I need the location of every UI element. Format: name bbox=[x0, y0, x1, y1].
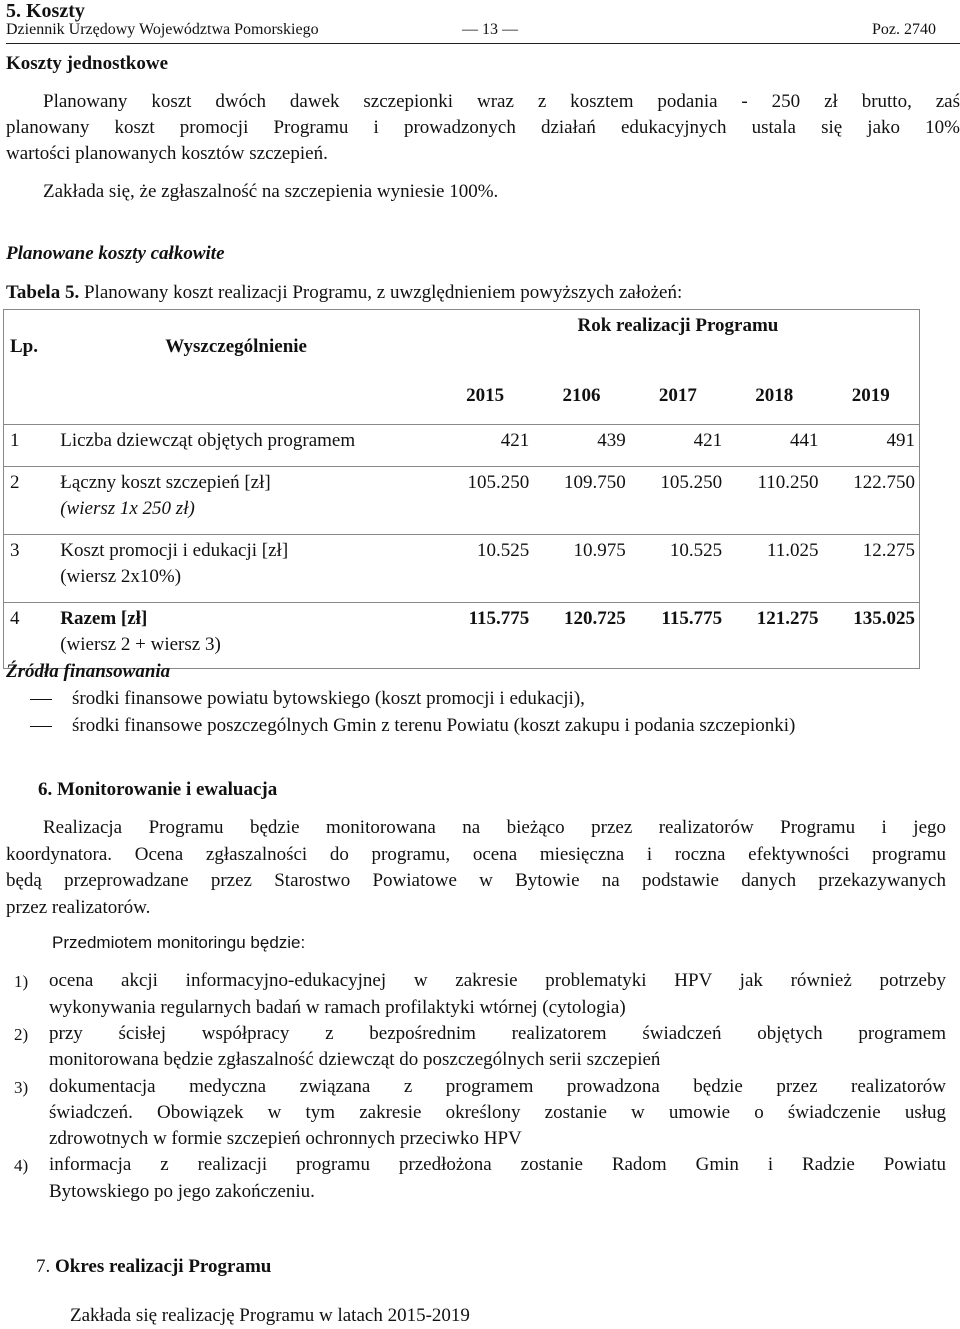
row-value: 105.250 bbox=[630, 467, 726, 535]
table-row bbox=[4, 603, 920, 669]
year-header: 2106 bbox=[562, 384, 601, 406]
list-item-line: informacja z realizacji programu przedłożona zostanie Radom Gmin i Radzie Powiatu bbox=[49, 1154, 946, 1175]
row-value: 115.775 bbox=[630, 603, 726, 669]
row-value: 135.025 bbox=[823, 603, 920, 669]
unit-costs-line: planowany koszt promocji Programu i prowadzonych działań edukacyjnych ustala się jako 10% bbox=[6, 117, 960, 138]
funding-item bbox=[30, 715, 795, 737]
row-value: 421 bbox=[437, 425, 533, 467]
header-divider bbox=[6, 43, 960, 44]
row-lp: 1 bbox=[4, 425, 61, 467]
row-value: 491 bbox=[823, 425, 920, 467]
col-desc-header: Wyszczególnienie bbox=[60, 310, 437, 425]
table-header-row bbox=[4, 310, 920, 385]
funding-item-text: środki finansowe poszczególnych Gmin z terenu Powiatu (koszt zakupu i podania szczepionki) bbox=[72, 715, 796, 736]
period-text: Zakłada się realizację Programu w latach 2015-2019 bbox=[70, 1305, 470, 1326]
monitoring-line: koordynatora. Ocena zgłaszalności do programu, ocena miesięczna i roczna efektywności programu bbox=[6, 844, 946, 865]
row-value: 441 bbox=[726, 425, 822, 467]
row-desc: Razem [zł] bbox=[60, 608, 148, 629]
cost-table bbox=[3, 309, 920, 669]
section-heading: 5. Koszty bbox=[6, 0, 85, 22]
list-number: 3) bbox=[14, 1078, 29, 1097]
row-lp: 2 bbox=[4, 467, 61, 535]
monitoring-line: przez realizatorów. bbox=[6, 897, 151, 918]
funding-item bbox=[30, 688, 585, 710]
list-item-line: ocena akcji informacyjno-edukacyjnej w zakresie problematyki HPV jak również potrzeby bbox=[49, 970, 946, 991]
monitoring-line: będą przeprowadzane przez Starostwo Powiatowe w Bytowie na podstawie danych przekazywanych bbox=[6, 870, 946, 891]
list-item-line: monitorowana będzie zgłaszalność dziewcząt do poszczególnych serii szczepień bbox=[49, 1049, 661, 1070]
table-row bbox=[4, 535, 920, 603]
row-value: 10.975 bbox=[533, 535, 629, 603]
row-desc-cell bbox=[60, 535, 437, 603]
row-value: 11.025 bbox=[726, 535, 822, 603]
row-desc: Liczba dziewcząt objętych programem bbox=[60, 425, 437, 467]
year-header: 2017 bbox=[658, 384, 697, 406]
row-value: 115.775 bbox=[437, 603, 533, 669]
row-desc-sub: (wiersz 2 + wiersz 3) bbox=[60, 634, 221, 655]
row-desc-sub: (wiersz 1x 250 zł) bbox=[60, 498, 195, 519]
row-value: 439 bbox=[533, 425, 629, 467]
col-year-group-header: Rok realizacji Programu bbox=[437, 310, 920, 385]
row-value: 122.750 bbox=[823, 467, 920, 535]
row-value: 110.250 bbox=[726, 467, 822, 535]
row-desc-cell bbox=[60, 603, 437, 669]
period-heading-number: 7. bbox=[36, 1256, 51, 1277]
row-value: 12.275 bbox=[823, 535, 920, 603]
unit-costs-heading: Koszty jednostkowe bbox=[6, 53, 169, 74]
row-desc: Łączny koszt szczepień [zł] bbox=[60, 472, 271, 493]
list-item-line: świadczeń. Obowiązek w tym zakresie określony zostanie w umowie o świadczenie usług bbox=[49, 1102, 946, 1123]
unit-costs-line: wartości planowanych kosztów szczepień. bbox=[6, 143, 328, 164]
list-item-line: przy ścisłej współpracy z bezpośrednim realizatorem świadczeń objętych programem bbox=[49, 1023, 946, 1044]
period-heading bbox=[36, 1256, 271, 1278]
table-caption-label: Tabela 5. bbox=[6, 282, 80, 303]
row-value: 10.525 bbox=[630, 535, 726, 603]
row-desc-cell bbox=[60, 467, 437, 535]
row-lp: 3 bbox=[4, 535, 61, 603]
row-value: 10.525 bbox=[437, 535, 533, 603]
dash-bullet-icon bbox=[30, 726, 52, 727]
monitoring-heading: 6. Monitorowanie i ewaluacja bbox=[38, 779, 278, 800]
unit-costs-line: Planowany koszt dwóch dawek szczepionki wraz z kosztem podania - 250 zł brutto, zaś bbox=[43, 91, 960, 112]
row-lp: 4 bbox=[4, 603, 61, 669]
row-value: 109.750 bbox=[533, 467, 629, 535]
position-number: Poz. 2740 bbox=[872, 21, 936, 38]
period-heading-text: Okres realizacji Programu bbox=[55, 1256, 272, 1277]
table-row bbox=[4, 425, 920, 467]
row-value: 421 bbox=[630, 425, 726, 467]
list-item-line: zdrowotnych w formie szczepień ochronnych przeciwko HPV bbox=[49, 1128, 522, 1149]
uptake-assumption: Zakłada się, że zgłaszalność na szczepienia wyniesie 100%. bbox=[43, 181, 499, 202]
row-desc: Koszt promocji i edukacji [zł] bbox=[60, 540, 289, 561]
funding-heading: Źródła finansowania bbox=[6, 661, 171, 682]
monitoring-line: Realizacja Programu będzie monitorowana na bieżąco przez realizatorów Programu i jego bbox=[43, 817, 946, 838]
list-item-line: wykonywania regularnych badań w ramach profilaktyki wtórnej (cytologia) bbox=[49, 997, 626, 1018]
row-value: 121.275 bbox=[726, 603, 822, 669]
row-value: 120.725 bbox=[533, 603, 629, 669]
table-caption bbox=[6, 282, 682, 304]
page-number: — 13 — bbox=[462, 21, 518, 38]
table-caption-text: Planowany koszt realizacji Programu, z uwzględnieniem powyższych założeń: bbox=[83, 282, 683, 303]
list-item-line: Bytowskiego po jego zakończeniu. bbox=[49, 1181, 315, 1202]
list-number: 4) bbox=[14, 1156, 29, 1175]
row-value: 105.250 bbox=[437, 467, 533, 535]
monitoring-subject-intro: Przedmiotem monitoringu będzie: bbox=[52, 933, 306, 952]
journal-title: Dziennik Urzędowy Województwa Pomorskiego bbox=[6, 21, 319, 38]
year-header: 2018 bbox=[755, 384, 794, 406]
year-header: 2015 bbox=[466, 384, 505, 406]
col-lp-header: Lp. bbox=[4, 310, 61, 425]
row-desc-sub: (wiersz 2x10%) bbox=[60, 566, 182, 587]
total-costs-heading: Planowane koszty całkowite bbox=[6, 243, 225, 264]
list-number: 2) bbox=[14, 1025, 29, 1044]
list-item-line: dokumentacja medyczna związana z programem prowadzona będzie przez realizatorów bbox=[49, 1076, 946, 1097]
year-header: 2019 bbox=[823, 385, 920, 425]
list-number: 1) bbox=[14, 972, 29, 991]
funding-item-text: środki finansowe powiatu bytowskiego (koszt promocji i edukacji), bbox=[72, 688, 585, 709]
dash-bullet-icon bbox=[30, 699, 52, 700]
table-row bbox=[4, 467, 920, 535]
